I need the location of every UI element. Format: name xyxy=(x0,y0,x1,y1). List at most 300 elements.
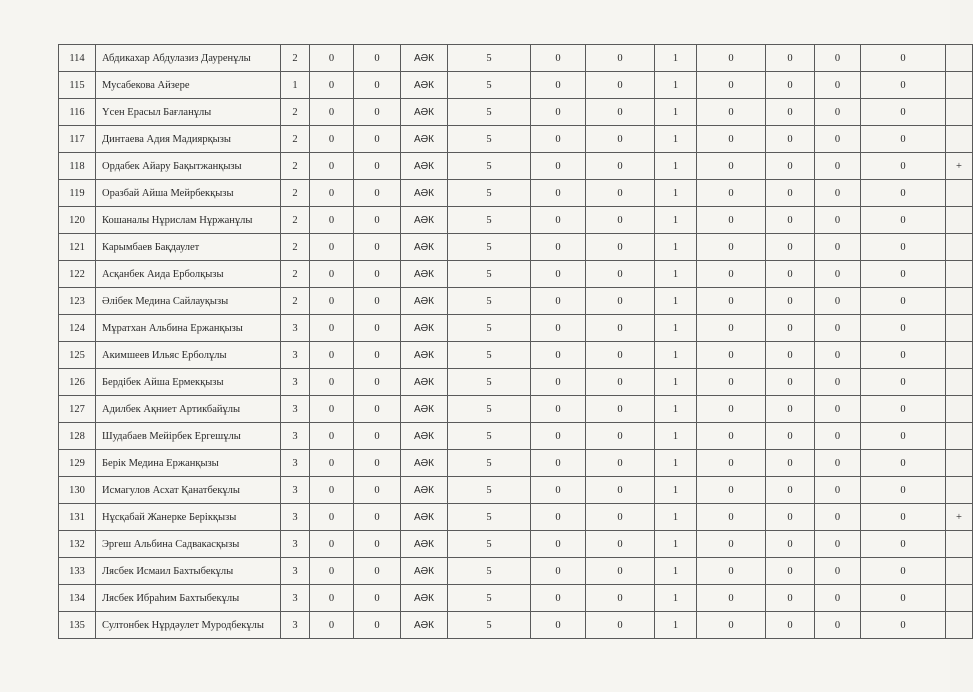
code-cell: АӘК xyxy=(401,612,448,639)
value-cell: 1 xyxy=(655,477,697,504)
value-cell: 0 xyxy=(815,45,861,72)
code-cell: АӘК xyxy=(401,234,448,261)
value-cell: 0 xyxy=(697,504,766,531)
value-cell: 0 xyxy=(815,126,861,153)
value-cell: 0 xyxy=(531,423,586,450)
value-cell: 0 xyxy=(310,369,354,396)
value-cell: 0 xyxy=(697,315,766,342)
value-cell: 0 xyxy=(310,423,354,450)
value-cell: 5 xyxy=(448,531,531,558)
value-cell: 0 xyxy=(697,153,766,180)
value-cell: 5 xyxy=(448,72,531,99)
grade-cell: 3 xyxy=(281,342,310,369)
value-cell: 5 xyxy=(448,153,531,180)
value-cell: 0 xyxy=(766,477,815,504)
value-cell: 0 xyxy=(586,234,655,261)
grade-cell: 3 xyxy=(281,423,310,450)
row-number-cell: 135 xyxy=(59,612,96,639)
mark-cell xyxy=(946,369,973,396)
row-number-cell: 128 xyxy=(59,423,96,450)
value-cell: 0 xyxy=(861,261,946,288)
row-number-cell: 127 xyxy=(59,396,96,423)
value-cell: 0 xyxy=(531,207,586,234)
value-cell: 5 xyxy=(448,504,531,531)
table-row xyxy=(59,531,973,558)
value-cell: 0 xyxy=(354,72,401,99)
value-cell: 0 xyxy=(766,126,815,153)
table-body xyxy=(59,45,973,639)
value-cell: 1 xyxy=(655,585,697,612)
value-cell: 0 xyxy=(766,504,815,531)
value-cell: 5 xyxy=(448,45,531,72)
value-cell: 0 xyxy=(354,342,401,369)
value-cell: 5 xyxy=(448,369,531,396)
value-cell: 0 xyxy=(861,504,946,531)
value-cell: 0 xyxy=(354,612,401,639)
table-row xyxy=(59,585,973,612)
value-cell: 0 xyxy=(586,342,655,369)
code-cell: АӘК xyxy=(401,126,448,153)
table-row xyxy=(59,99,973,126)
value-cell: 0 xyxy=(766,99,815,126)
value-cell: 0 xyxy=(697,396,766,423)
student-name-cell: Үсен Ерасыл Бағланұлы xyxy=(96,99,281,126)
table-row xyxy=(59,288,973,315)
table-row xyxy=(59,207,973,234)
mark-cell xyxy=(946,315,973,342)
row-number-cell: 134 xyxy=(59,585,96,612)
value-cell: 1 xyxy=(655,558,697,585)
mark-cell xyxy=(946,612,973,639)
value-cell: 0 xyxy=(354,531,401,558)
student-name-cell: Эргеш Альбина Садвакасқызы xyxy=(96,531,281,558)
table-row xyxy=(59,396,973,423)
value-cell: 0 xyxy=(531,504,586,531)
table-row xyxy=(59,369,973,396)
value-cell: 1 xyxy=(655,288,697,315)
value-cell: 0 xyxy=(354,477,401,504)
table-row xyxy=(59,612,973,639)
mark-cell xyxy=(946,288,973,315)
value-cell: 0 xyxy=(815,315,861,342)
value-cell: 5 xyxy=(448,585,531,612)
value-cell: 0 xyxy=(861,369,946,396)
value-cell: 0 xyxy=(531,369,586,396)
mark-cell: + xyxy=(946,504,973,531)
value-cell: 0 xyxy=(354,234,401,261)
value-cell: 0 xyxy=(697,126,766,153)
value-cell: 0 xyxy=(766,450,815,477)
student-name-cell: Нұсқабай Жанерке Берікқызы xyxy=(96,504,281,531)
value-cell: 1 xyxy=(655,342,697,369)
value-cell: 1 xyxy=(655,450,697,477)
table-row xyxy=(59,72,973,99)
row-number-cell: 123 xyxy=(59,288,96,315)
value-cell: 0 xyxy=(766,342,815,369)
value-cell: 0 xyxy=(531,558,586,585)
value-cell: 0 xyxy=(861,126,946,153)
value-cell: 0 xyxy=(815,531,861,558)
mark-cell xyxy=(946,450,973,477)
value-cell: 0 xyxy=(766,369,815,396)
value-cell: 0 xyxy=(531,180,586,207)
value-cell: 0 xyxy=(697,531,766,558)
row-number-cell: 120 xyxy=(59,207,96,234)
value-cell: 5 xyxy=(448,558,531,585)
value-cell: 0 xyxy=(310,153,354,180)
value-cell: 0 xyxy=(815,153,861,180)
value-cell: 0 xyxy=(586,288,655,315)
value-cell: 0 xyxy=(354,369,401,396)
value-cell: 0 xyxy=(766,207,815,234)
value-cell: 0 xyxy=(586,477,655,504)
value-cell: 0 xyxy=(586,558,655,585)
grade-cell: 3 xyxy=(281,558,310,585)
value-cell: 0 xyxy=(815,288,861,315)
code-cell: АӘК xyxy=(401,450,448,477)
mark-cell xyxy=(946,45,973,72)
grade-cell: 2 xyxy=(281,288,310,315)
value-cell: 0 xyxy=(586,153,655,180)
value-cell: 1 xyxy=(655,369,697,396)
value-cell: 0 xyxy=(697,477,766,504)
value-cell: 0 xyxy=(354,99,401,126)
code-cell: АӘК xyxy=(401,423,448,450)
row-number-cell: 116 xyxy=(59,99,96,126)
value-cell: 0 xyxy=(861,180,946,207)
value-cell: 5 xyxy=(448,126,531,153)
value-cell: 0 xyxy=(310,558,354,585)
table-row xyxy=(59,180,973,207)
value-cell: 0 xyxy=(586,585,655,612)
value-cell: 0 xyxy=(310,261,354,288)
value-cell: 0 xyxy=(697,585,766,612)
value-cell: 0 xyxy=(766,288,815,315)
grade-cell: 2 xyxy=(281,126,310,153)
value-cell: 0 xyxy=(531,261,586,288)
mark-cell xyxy=(946,99,973,126)
code-cell: АӘК xyxy=(401,207,448,234)
value-cell: 0 xyxy=(861,315,946,342)
value-cell: 0 xyxy=(815,99,861,126)
value-cell: 0 xyxy=(815,207,861,234)
mark-cell xyxy=(946,207,973,234)
row-number-cell: 131 xyxy=(59,504,96,531)
value-cell: 0 xyxy=(861,585,946,612)
value-cell: 1 xyxy=(655,423,697,450)
mark-cell xyxy=(946,261,973,288)
code-cell: АӘК xyxy=(401,315,448,342)
value-cell: 0 xyxy=(766,396,815,423)
code-cell: АӘК xyxy=(401,261,448,288)
row-number-cell: 132 xyxy=(59,531,96,558)
code-cell: АӘК xyxy=(401,180,448,207)
value-cell: 0 xyxy=(310,477,354,504)
value-cell: 0 xyxy=(586,72,655,99)
code-cell: АӘК xyxy=(401,288,448,315)
value-cell: 0 xyxy=(531,315,586,342)
value-cell: 0 xyxy=(310,585,354,612)
value-cell: 0 xyxy=(354,126,401,153)
value-cell: 0 xyxy=(310,531,354,558)
value-cell: 0 xyxy=(766,180,815,207)
value-cell: 0 xyxy=(586,423,655,450)
student-name-cell: Исмагулов Асхат Қанатбекұлы xyxy=(96,477,281,504)
student-name-cell: Султонбек Нұрдәулет Муродбекұлы xyxy=(96,612,281,639)
mark-cell xyxy=(946,72,973,99)
mark-cell xyxy=(946,531,973,558)
value-cell: 0 xyxy=(586,504,655,531)
grade-cell: 3 xyxy=(281,504,310,531)
value-cell: 0 xyxy=(766,234,815,261)
code-cell: АӘК xyxy=(401,72,448,99)
value-cell: 0 xyxy=(531,342,586,369)
student-name-cell: Карымбаев Бақдаулет xyxy=(96,234,281,261)
table-row xyxy=(59,504,973,531)
student-name-cell: Берік Медина Ержанқызы xyxy=(96,450,281,477)
value-cell: 0 xyxy=(354,450,401,477)
value-cell: 0 xyxy=(861,153,946,180)
value-cell: 1 xyxy=(655,531,697,558)
code-cell: АӘК xyxy=(401,504,448,531)
value-cell: 0 xyxy=(531,531,586,558)
value-cell: 0 xyxy=(586,207,655,234)
table-row xyxy=(59,423,973,450)
grade-cell: 3 xyxy=(281,369,310,396)
grade-cell: 3 xyxy=(281,396,310,423)
value-cell: 0 xyxy=(586,396,655,423)
student-name-cell: Кошаналы Нұрислам Нұржанұлы xyxy=(96,207,281,234)
code-cell: АӘК xyxy=(401,477,448,504)
value-cell: 0 xyxy=(766,585,815,612)
value-cell: 0 xyxy=(861,72,946,99)
table-row xyxy=(59,153,973,180)
value-cell: 0 xyxy=(697,450,766,477)
value-cell: 1 xyxy=(655,504,697,531)
code-cell: АӘК xyxy=(401,396,448,423)
value-cell: 0 xyxy=(354,315,401,342)
mark-cell xyxy=(946,342,973,369)
value-cell: 0 xyxy=(815,450,861,477)
student-name-cell: Ордабек Айару Бақытжанқызы xyxy=(96,153,281,180)
row-number-cell: 126 xyxy=(59,369,96,396)
value-cell: 0 xyxy=(861,234,946,261)
value-cell: 0 xyxy=(697,99,766,126)
student-name-cell: Лясбек Ибраһим Бахтыбекұлы xyxy=(96,585,281,612)
value-cell: 0 xyxy=(815,234,861,261)
value-cell: 0 xyxy=(310,99,354,126)
value-cell: 0 xyxy=(310,504,354,531)
value-cell: 0 xyxy=(815,396,861,423)
value-cell: 0 xyxy=(815,423,861,450)
value-cell: 0 xyxy=(861,612,946,639)
grade-cell: 3 xyxy=(281,450,310,477)
student-name-cell: Мусабекова Айзере xyxy=(96,72,281,99)
mark-cell xyxy=(946,234,973,261)
value-cell: 0 xyxy=(310,126,354,153)
value-cell: 0 xyxy=(310,45,354,72)
value-cell: 1 xyxy=(655,207,697,234)
value-cell: 1 xyxy=(655,612,697,639)
student-name-cell: Динтаева Адия Мадиярқызы xyxy=(96,126,281,153)
value-cell: 5 xyxy=(448,207,531,234)
table-row xyxy=(59,234,973,261)
mark-cell: + xyxy=(946,153,973,180)
value-cell: 0 xyxy=(697,612,766,639)
value-cell: 0 xyxy=(861,423,946,450)
value-cell: 5 xyxy=(448,612,531,639)
student-name-cell: Шудабаев Мейірбек Ергешұлы xyxy=(96,423,281,450)
value-cell: 1 xyxy=(655,234,697,261)
value-cell: 0 xyxy=(586,315,655,342)
value-cell: 0 xyxy=(310,315,354,342)
row-number-cell: 114 xyxy=(59,45,96,72)
row-number-cell: 125 xyxy=(59,342,96,369)
student-table xyxy=(58,44,973,639)
grade-cell: 2 xyxy=(281,207,310,234)
value-cell: 0 xyxy=(815,477,861,504)
code-cell: АӘК xyxy=(401,99,448,126)
value-cell: 0 xyxy=(531,45,586,72)
row-number-cell: 129 xyxy=(59,450,96,477)
mark-cell xyxy=(946,396,973,423)
value-cell: 0 xyxy=(697,234,766,261)
code-cell: АӘК xyxy=(401,558,448,585)
value-cell: 0 xyxy=(531,99,586,126)
value-cell: 0 xyxy=(310,180,354,207)
value-cell: 0 xyxy=(310,396,354,423)
value-cell: 0 xyxy=(531,450,586,477)
value-cell: 0 xyxy=(586,180,655,207)
grade-cell: 2 xyxy=(281,180,310,207)
mark-cell xyxy=(946,126,973,153)
value-cell: 0 xyxy=(861,450,946,477)
value-cell: 0 xyxy=(310,72,354,99)
value-cell: 0 xyxy=(586,450,655,477)
value-cell: 0 xyxy=(815,342,861,369)
value-cell: 0 xyxy=(354,558,401,585)
value-cell: 0 xyxy=(354,288,401,315)
value-cell: 0 xyxy=(815,261,861,288)
value-cell: 1 xyxy=(655,45,697,72)
mark-cell xyxy=(946,180,973,207)
value-cell: 0 xyxy=(531,396,586,423)
student-name-cell: Мұратхан Альбина Ержанқызы xyxy=(96,315,281,342)
value-cell: 0 xyxy=(861,396,946,423)
value-cell: 5 xyxy=(448,288,531,315)
value-cell: 0 xyxy=(531,288,586,315)
value-cell: 0 xyxy=(861,477,946,504)
value-cell: 0 xyxy=(815,558,861,585)
value-cell: 0 xyxy=(586,531,655,558)
value-cell: 0 xyxy=(861,45,946,72)
grade-cell: 1 xyxy=(281,72,310,99)
row-number-cell: 130 xyxy=(59,477,96,504)
value-cell: 5 xyxy=(448,261,531,288)
code-cell: АӘК xyxy=(401,369,448,396)
table-row xyxy=(59,477,973,504)
value-cell: 5 xyxy=(448,396,531,423)
code-cell: АӘК xyxy=(401,531,448,558)
grade-cell: 2 xyxy=(281,45,310,72)
value-cell: 0 xyxy=(531,585,586,612)
value-cell: 0 xyxy=(354,45,401,72)
value-cell: 0 xyxy=(354,207,401,234)
value-cell: 0 xyxy=(586,126,655,153)
code-cell: АӘК xyxy=(401,342,448,369)
value-cell: 0 xyxy=(861,99,946,126)
row-number-cell: 124 xyxy=(59,315,96,342)
value-cell: 0 xyxy=(531,72,586,99)
value-cell: 0 xyxy=(861,558,946,585)
value-cell: 0 xyxy=(354,585,401,612)
value-cell: 5 xyxy=(448,234,531,261)
table-row xyxy=(59,342,973,369)
value-cell: 1 xyxy=(655,126,697,153)
value-cell: 0 xyxy=(697,207,766,234)
table-row xyxy=(59,45,973,72)
value-cell: 0 xyxy=(354,261,401,288)
grade-cell: 3 xyxy=(281,612,310,639)
row-number-cell: 118 xyxy=(59,153,96,180)
value-cell: 0 xyxy=(815,369,861,396)
value-cell: 0 xyxy=(861,531,946,558)
value-cell: 0 xyxy=(697,369,766,396)
table-row xyxy=(59,558,973,585)
student-name-cell: Абдикахар Абдулазиз Дауренұлы xyxy=(96,45,281,72)
value-cell: 1 xyxy=(655,180,697,207)
code-cell: АӘК xyxy=(401,45,448,72)
mark-cell xyxy=(946,477,973,504)
value-cell: 0 xyxy=(766,612,815,639)
value-cell: 0 xyxy=(310,450,354,477)
grade-cell: 3 xyxy=(281,531,310,558)
value-cell: 0 xyxy=(354,423,401,450)
value-cell: 0 xyxy=(354,153,401,180)
value-cell: 0 xyxy=(310,612,354,639)
grade-cell: 2 xyxy=(281,153,310,180)
value-cell: 0 xyxy=(697,261,766,288)
value-cell: 0 xyxy=(861,207,946,234)
value-cell: 5 xyxy=(448,99,531,126)
value-cell: 0 xyxy=(586,261,655,288)
value-cell: 0 xyxy=(815,585,861,612)
value-cell: 5 xyxy=(448,423,531,450)
grade-cell: 3 xyxy=(281,477,310,504)
grade-cell: 2 xyxy=(281,99,310,126)
value-cell: 0 xyxy=(815,180,861,207)
grade-cell: 2 xyxy=(281,234,310,261)
code-cell: АӘК xyxy=(401,153,448,180)
value-cell: 0 xyxy=(310,288,354,315)
value-cell: 5 xyxy=(448,450,531,477)
mark-cell xyxy=(946,558,973,585)
value-cell: 0 xyxy=(861,342,946,369)
value-cell: 5 xyxy=(448,315,531,342)
value-cell: 1 xyxy=(655,315,697,342)
value-cell: 0 xyxy=(354,504,401,531)
value-cell: 5 xyxy=(448,477,531,504)
row-number-cell: 133 xyxy=(59,558,96,585)
value-cell: 0 xyxy=(697,558,766,585)
row-number-cell: 119 xyxy=(59,180,96,207)
row-number-cell: 121 xyxy=(59,234,96,261)
value-cell: 0 xyxy=(531,612,586,639)
value-cell: 0 xyxy=(354,396,401,423)
value-cell: 0 xyxy=(815,504,861,531)
value-cell: 0 xyxy=(531,126,586,153)
row-number-cell: 122 xyxy=(59,261,96,288)
